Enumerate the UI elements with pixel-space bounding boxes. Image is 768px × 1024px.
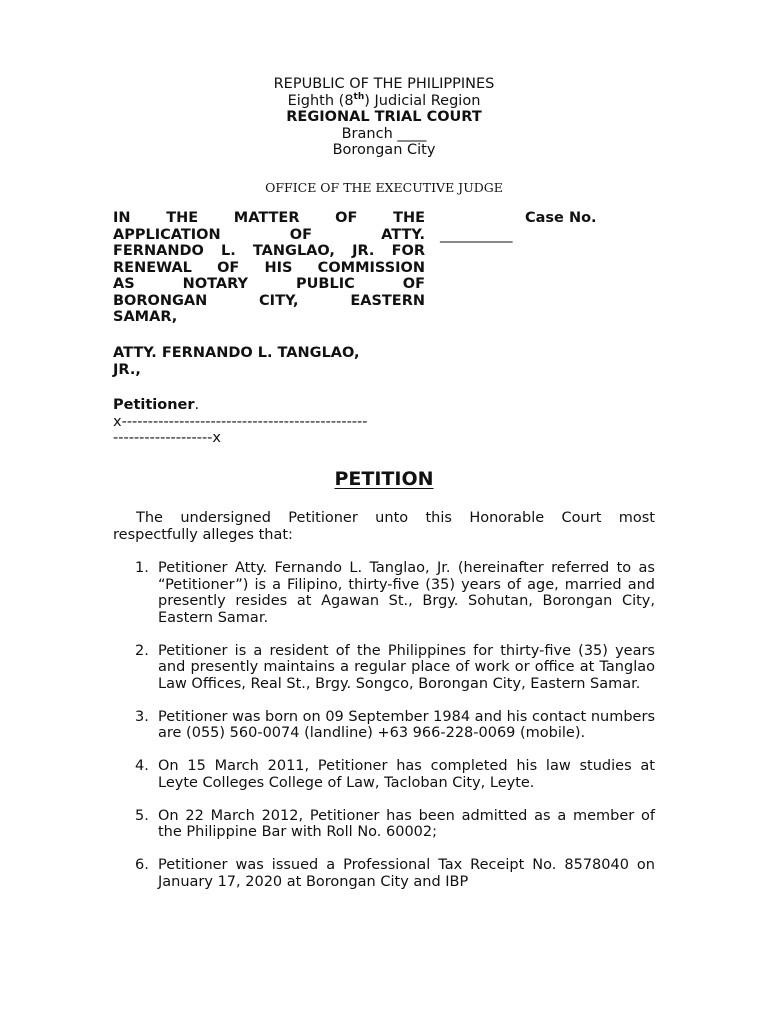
item-text: Petitioner was born on 09 September 1984 and his contact numbers are (055) 560-0074 (landline) +63 966-228-0069 (mobile).: [158, 708, 655, 741]
office-line: OFFICE OF THE EXECUTIVE JUDGE: [265, 180, 503, 195]
item-number: 1.: [135, 560, 149, 576]
caption-line: IN THE MATTER OF THE: [113, 210, 425, 226]
petitioner-name-line: JR.,: [113, 361, 141, 378]
petitioner-name-line: ATTY. FERNANDO L. TANGLAO,: [113, 345, 360, 361]
item-number: 4.: [135, 758, 149, 774]
caption-line: FERNANDO L. TANGLAO, JR. FOR: [113, 243, 425, 259]
list-item: [113, 808, 655, 841]
branch-line: Branch ____: [341, 125, 427, 142]
court-header: [0, 76, 768, 159]
petitioner-label-block: [113, 397, 425, 447]
case-number-label: Case No.: [525, 210, 597, 226]
list-item: [113, 560, 655, 626]
region-line: [0, 93, 768, 110]
item-text: On 22 March 2012, Petitioner has been admitted as a member of the Philippine Bar with Roll No. 60002;: [158, 807, 655, 840]
region-text: Eighth (8: [287, 92, 354, 109]
list-item: [113, 643, 655, 693]
republic-line: REPUBLIC OF THE PHILIPPINES: [273, 76, 495, 92]
caption-line: APPLICATION OF ATTY.: [113, 226, 425, 243]
petitioner-period: .: [194, 397, 200, 413]
petitioner-name: [113, 345, 425, 378]
case-caption: [113, 210, 425, 326]
intro-paragraph: The undersigned Petitioner unto this Honorable Court most respectfully alleges that:: [113, 510, 655, 543]
list-item: [113, 709, 655, 742]
item-number: 5.: [135, 807, 149, 824]
item-text: Petitioner was issued a Professional Tax Receipt No. 8578040 on January 17, 2020 at Borongan City and IBP: [158, 857, 655, 890]
region-superscript: th: [353, 91, 365, 102]
caption-line: RENEWAL OF HIS COMMISSION: [113, 259, 425, 276]
allegations-list: [113, 560, 655, 907]
case-number: [440, 210, 640, 243]
item-text: Petitioner is a resident of the Philippines for thirty-five (35) years and presently maintains a regular place of work or office at Tanglao Law Offices, Real St., Brgy. Songco, Borongan City, Eastern Samar.: [158, 642, 655, 692]
item-number: 6.: [135, 857, 149, 873]
document-title: [0, 468, 768, 490]
case-number-blank: __________: [440, 226, 513, 243]
item-text: Petitioner Atty. Fernando L. Tanglao, Jr. (hereinafter referred to as “Petitioner”) is a Filipino, thirty-five (35) years of age, married and presently resides at Agawan St., Brgy. Sohutan, Borongan City, Eastern Samar.: [158, 560, 655, 626]
caption-line: SAMAR,: [113, 309, 178, 325]
city-line: Borongan City: [332, 142, 436, 158]
document-title-text: PETITION: [334, 468, 434, 490]
list-item: [113, 857, 655, 890]
caption-divider-line: x-----------------------------------------------: [113, 413, 368, 430]
caption-line: BORONGAN CITY, EASTERN: [113, 292, 425, 309]
court-name: REGIONAL TRIAL COURT: [286, 109, 482, 125]
item-number: 3.: [135, 708, 149, 725]
region-text-end: ) Judicial Region: [364, 92, 481, 109]
item-text: On 15 March 2011, Petitioner has completed his law studies at Leyte Colleges College of Law, Tacloban City, Leyte.: [158, 758, 655, 791]
item-number: 2.: [135, 642, 149, 659]
petitioner-label: Petitioner: [113, 397, 195, 413]
petitioner-label-line: [113, 397, 425, 414]
list-item: [113, 758, 655, 791]
caption-divider-line: -------------------x: [113, 430, 221, 446]
caption-line: AS NOTARY PUBLIC OF: [113, 276, 425, 292]
